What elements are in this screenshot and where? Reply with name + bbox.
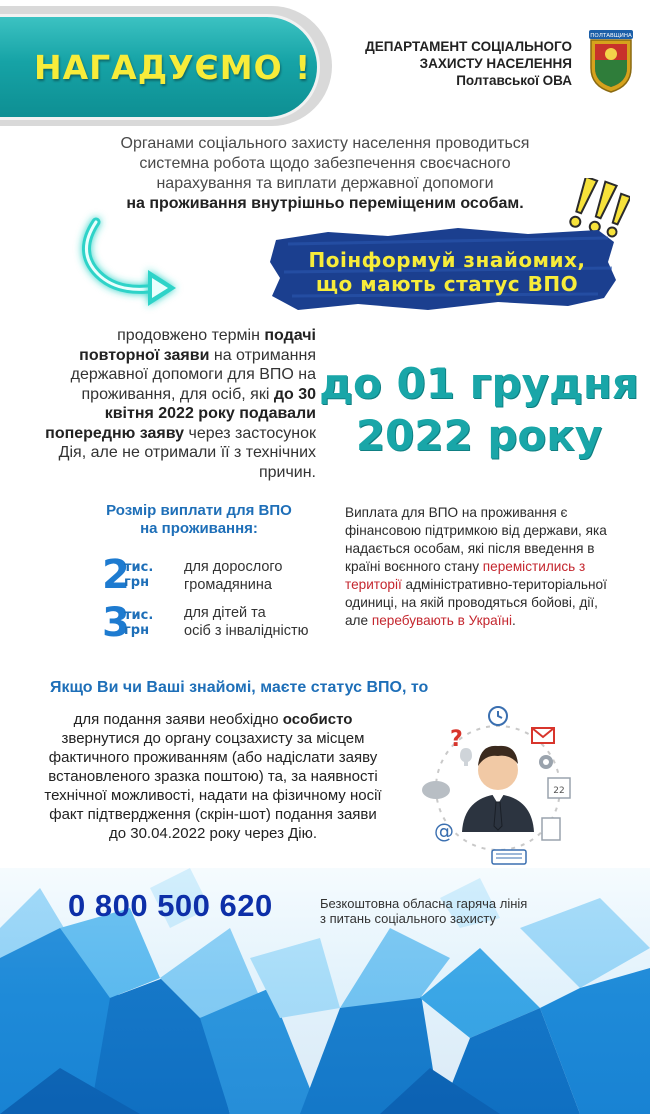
apply-text-2: звернутися до органу соцзахисту за місцем фактичного проживанням (або надіслати заяву встановленого зразка поштою) та, за наявності технічної можливості, надати на фізичному носії факт підтвердження (скрін-шот) подання заяви до 30.04.2022 року через Дію. xyxy=(44,730,382,842)
payment-unit-thousand: тис. xyxy=(124,560,154,575)
emblem-label: ПОЛТАВЩИНА xyxy=(590,33,632,39)
hotline-label-line-2: з питань соціального захисту xyxy=(320,911,497,926)
svg-text:?: ? xyxy=(450,727,463,752)
intro-line-4: на проживання внутрішньо переміщеним особам. xyxy=(126,195,524,212)
payment-size-title xyxy=(84,502,314,538)
deadline-bold-1: подачі повторної заяви xyxy=(79,327,316,364)
payment-amount-adult xyxy=(102,552,182,602)
payment-desc-line-1: для дорослого xyxy=(184,559,283,575)
department-line-2: ЗАХИСТУ НАСЕЛЕННЯ xyxy=(419,56,572,71)
glowing-arrow-icon xyxy=(70,208,190,318)
hotline-phone-number[interactable]: 0 800 500 620 xyxy=(68,888,273,923)
description-text-1: Виплата для ВПО на проживання є фінансовою підтримкою від держави, яка надається особам, які після введення в країні воєнного стану xyxy=(345,505,607,574)
hotline-label xyxy=(320,896,527,926)
deadline-date xyxy=(318,358,640,462)
coat-of-arms-icon xyxy=(585,28,637,94)
callout-line-2: що мають статус ВПО xyxy=(315,272,579,296)
svg-text:@: @ xyxy=(434,819,454,843)
intro-line-1: Органами соціального захисту населення проводиться xyxy=(120,135,530,152)
payment-unit-currency: грн xyxy=(124,623,150,638)
payment-amount-children xyxy=(102,600,182,650)
deadline-date-line-2: 2022 року xyxy=(355,411,603,460)
department-name xyxy=(365,38,572,89)
businessman-illustration xyxy=(412,702,584,874)
deadline-text-1: продовжено термін xyxy=(117,327,265,344)
payment-amount-number: 2 xyxy=(102,552,130,598)
apply-text-1: для подання заяви необхідно xyxy=(73,711,283,728)
deadline-bold-2: до 30 квітня 2022 року подавали попередню заяву xyxy=(45,385,316,442)
payment-unit-thousand: тис. xyxy=(124,608,154,623)
payment-desc-line-2: осіб з інвалідністю xyxy=(184,623,309,639)
intro-line-3: нарахування та виплати державної допомоги xyxy=(156,175,494,192)
description-text-3: . xyxy=(512,613,516,628)
apply-bold: особисто xyxy=(282,711,353,728)
application-instructions xyxy=(40,710,386,843)
payment-desc-adult xyxy=(184,558,282,594)
intro-paragraph xyxy=(60,134,590,214)
callout-line-1: Поінформуй знайомих, xyxy=(308,248,586,272)
intro-line-2: системна робота щодо забезпечення своєчасного xyxy=(139,155,511,172)
payment-description xyxy=(345,504,615,630)
description-highlight-2: перебувають в Україні xyxy=(371,613,513,628)
deadline-date-line-1: до 01 грудня xyxy=(319,359,639,408)
deadline-text-3: через застосунок Дія, але не отримали її з технічних причин. xyxy=(58,424,316,481)
hotline-label-line-1: Безкоштовна обласна гаряча лінія xyxy=(320,896,528,911)
payment-desc-line-1: для дітей та xyxy=(184,605,266,621)
payment-title-line-2: на проживання: xyxy=(140,520,258,537)
description-highlight-1: перемістились з території xyxy=(345,559,586,592)
callout-text xyxy=(272,248,622,296)
banner-title: НАГАДУЄМО ! xyxy=(34,48,312,87)
department-line-1: ДЕПАРТАМЕНТ СОЦІАЛЬНОГО xyxy=(365,39,572,54)
department-line-3: Полтавської ОВА xyxy=(456,73,572,88)
deadline-text-2: на отримання державної допомоги для ВПО на проживання, для осіб, які xyxy=(70,346,316,403)
payment-desc-children xyxy=(184,604,309,640)
payment-unit-currency: грн xyxy=(124,575,150,590)
payment-amount-unit xyxy=(124,560,153,590)
deadline-paragraph xyxy=(40,326,316,482)
if-you-heading: Якщо Ви чи Ваші знайомі, маєте статус ВПО, то xyxy=(50,679,429,696)
payment-amount-number: 3 xyxy=(102,600,130,646)
payment-desc-line-2: громадянина xyxy=(184,577,272,593)
svg-text:22: 22 xyxy=(553,786,565,796)
payment-amount-unit xyxy=(124,608,153,638)
description-text-2: адміністративно-територіальної одиниці, на якій проводяться бойові, дії, але xyxy=(345,577,607,628)
payment-title-line-1: Розмір виплати для ВПО xyxy=(106,502,292,519)
